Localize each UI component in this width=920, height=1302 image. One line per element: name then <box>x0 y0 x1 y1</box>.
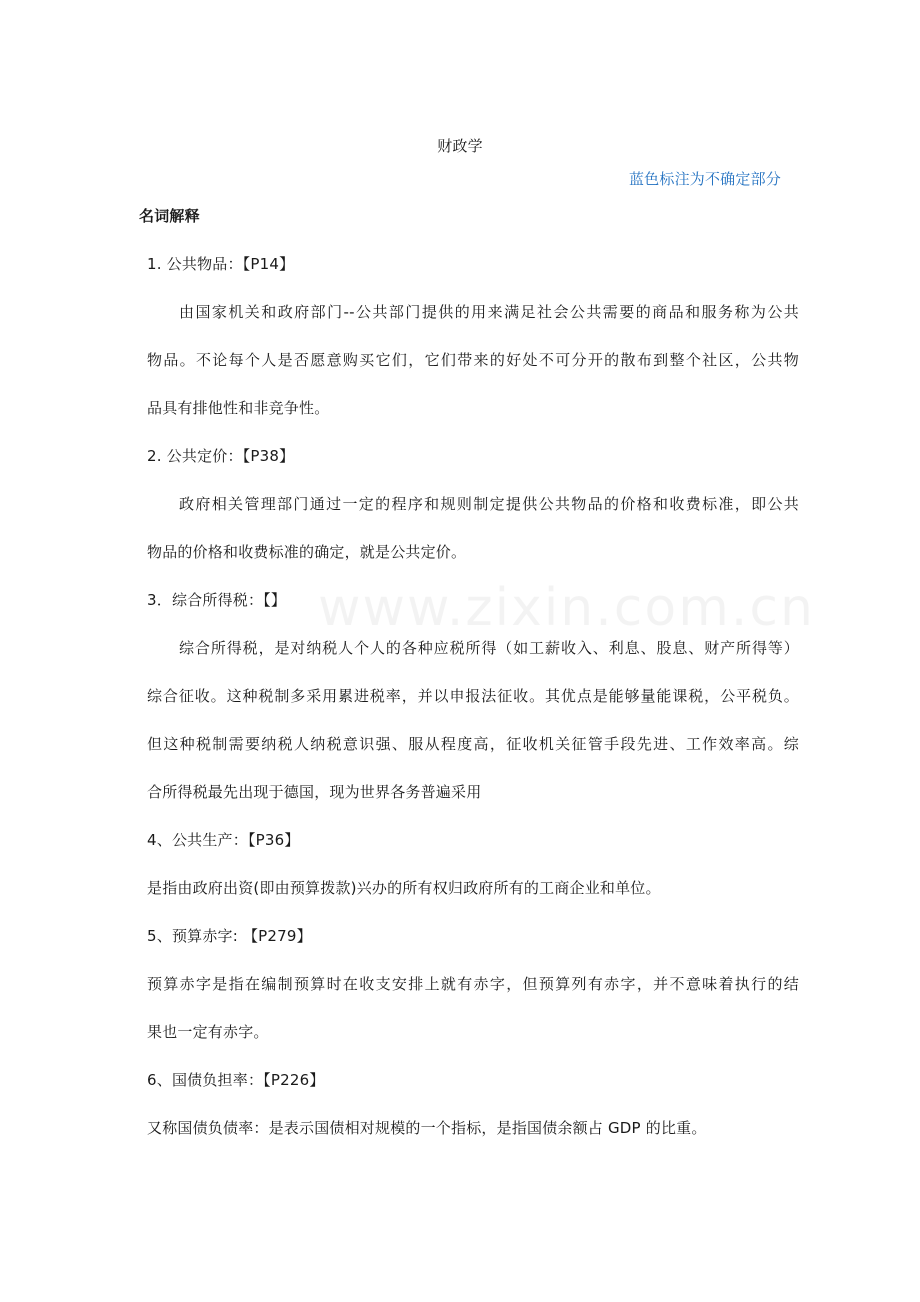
term-body-line: 预算赤字是指在编制预算时在收支安排上就有赤字，但预算列有赤字，并不意味着执行的结 <box>147 975 799 993</box>
watermark <box>318 578 815 638</box>
term-body-line: 综合征收。这种税制多采用累进税率，并以申报法征收。其优点是能够量能课税，公平税负。 <box>147 687 799 705</box>
term-body-line: 是指由政府出资(即由预算拨款)兴办的所有权归政府所有的工商企业和单位。 <box>147 879 661 897</box>
term-body-line: 品具有排他性和非竞争性。 <box>147 399 330 417</box>
section-heading: 名词解释 <box>139 207 200 225</box>
term-body-line: 又称国债负债率：是表示国债相对规模的一个指标，是指国债余额占 GDP 的比重。 <box>147 1119 707 1137</box>
term-body-line: 物品的价格和收费标准的确定，就是公共定价。 <box>147 543 467 561</box>
term-body-line: 果也一定有赤字。 <box>147 1023 269 1041</box>
document-title: 财政学 <box>437 137 483 155</box>
term-body-line: 综合所得税，是对纳税人个人的各种应税所得（如工薪收入、利息、股息、财产所得等） <box>179 639 799 657</box>
term-heading: 1. 公共物品：【P14】 <box>147 255 295 273</box>
term-heading: 5、预算赤字: 【P279】 <box>147 927 312 945</box>
term-heading: 4、公共生产：【P36】 <box>147 831 300 849</box>
term-body-line: 合所得税最先出现于德国，现为世界各务普遍采用 <box>147 783 482 801</box>
uncertainty-note: 蓝色标注为不确定部分 <box>628 170 781 188</box>
term-heading: 6、国债负担率：【P226】 <box>147 1071 325 1089</box>
term-heading: 3．综合所得税：【】 <box>147 591 287 609</box>
term-body-line: 但这种税制需要纳税人纳税意识强、服从程度高，征收机关征管手段先进、工作效率高。综 <box>147 735 799 753</box>
term-body-line: 由国家机关和政府部门--公共部门提供的用来满足社会公共需要的商品和服务称为公共 <box>179 303 799 321</box>
term-heading: 2. 公共定价：【P38】 <box>147 447 295 465</box>
term-body-line: 政府相关管理部门通过一定的程序和规则制定提供公共物品的价格和收费标准，即公共 <box>179 495 799 513</box>
term-body-line: 物品。不论每个人是否愿意购买它们，它们带来的好处不可分开的散布到整个社区，公共物 <box>147 351 799 369</box>
